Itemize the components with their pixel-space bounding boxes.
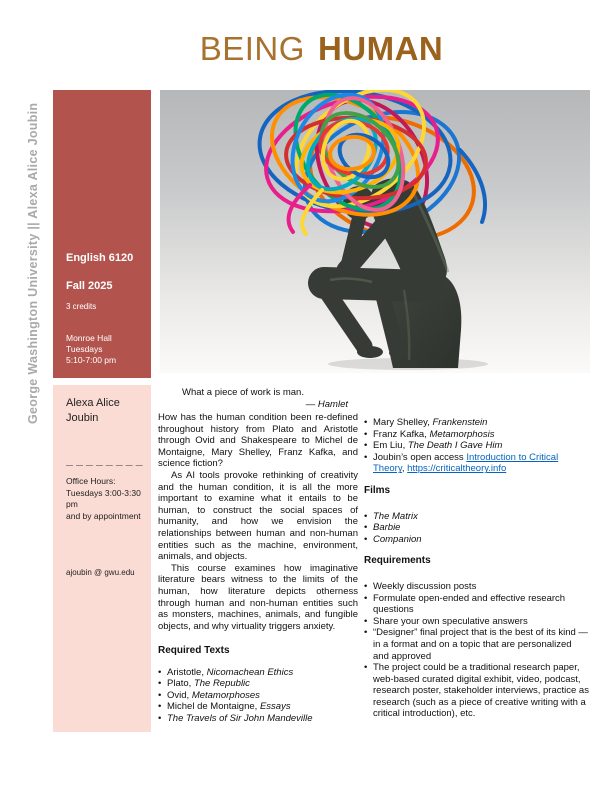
course-location [66, 333, 143, 366]
list-item: • Michel de Montaigne, Essays [158, 701, 358, 712]
title-word-human: HUMAN [317, 30, 444, 67]
list-item: • The Travels of Sir John Mandeville [158, 713, 358, 724]
instructor-email: ajoubin @ gwu.edu [66, 568, 135, 577]
intro-paragraph-3: This course examines how imaginative literature bears witness to the limits of the human, how literature depicts otherness through human and non-human entities such as monsters, machines, animals, and fungible objects, and why virtuality triggers anxiety. [158, 562, 358, 632]
title-word-being: BEING [199, 30, 305, 67]
instructor-name: Alexa Alice Joubin [66, 397, 120, 424]
list-item: • Aristotle, Nicomachean Ethics [158, 667, 358, 678]
course-term: Fall 2025 [66, 280, 113, 292]
office-hours: Office Hours: Tuesdays 3:00-3:30 pm and by appointment [66, 476, 141, 521]
epigraph-text: What a piece of work is man. [182, 387, 304, 398]
list-item: • Joubin’s open access Introduction to Critical Theory, https://criticaltheory.info [364, 452, 590, 475]
course-credits: 3 credits [66, 302, 97, 311]
epigraph-attribution: — Hamlet [305, 398, 348, 410]
list-item: • Barbie [364, 522, 590, 534]
films-heading: Films [364, 484, 391, 496]
list-item: • Formulate open-ended and effective research questions [364, 593, 590, 616]
readings-requirements-column [364, 412, 590, 720]
required-texts-heading: Required Texts [158, 645, 230, 657]
course-day: Tuesdays [66, 344, 103, 354]
list-item: • Weekly discussion posts [364, 581, 590, 593]
intro-paragraph-2: As AI tools provoke rethinking of creativity and the human condition, it is all the more important to examine what it entails to be human, to construct the social spaces of humanity, and how we envision the relationships between human and non-human entities such as the machine, environment, animals, and objects. [158, 469, 358, 563]
critical-theory-url-link[interactable]: https://criticaltheory.info [407, 463, 507, 475]
course-time: 5:10-7:00 pm [66, 355, 117, 365]
vertical-banner: George Washington University || Alexa Alice Joubin [26, 102, 40, 424]
divider-dashes: — — — — — — — — [66, 462, 144, 469]
list-item: • Ovid, Metamorphoses [158, 690, 358, 701]
course-hall: Monroe Hall [66, 333, 112, 343]
page-title [53, 30, 590, 68]
thinker-statue-illustration [160, 90, 590, 373]
list-item: • The project could be a traditional research paper, web-based curated digital exhibit, video, podcast, research poster, stakeholder interviews, practice as research (such as a piece of creative writing with a critical introduction), etc. [364, 662, 590, 720]
list-item: • Share your own speculative answers [364, 616, 590, 628]
films-list [364, 511, 590, 546]
course-info-block [53, 90, 151, 378]
list-item: • Companion [364, 534, 590, 546]
required-texts-list [158, 667, 358, 724]
list-item: • The Matrix [364, 511, 590, 523]
more-texts-list [364, 417, 590, 475]
list-item: • “Designer” final project that is the best of its kind — in a format and on a topic that are personalized and approved [364, 627, 590, 662]
requirements-list [364, 581, 590, 720]
list-item: • Franz Kafka, Metamorphosis [364, 429, 590, 441]
epigraph [160, 387, 356, 410]
requirements-heading: Requirements [364, 555, 431, 567]
course-description-column [158, 412, 358, 724]
hero-image [160, 90, 590, 373]
course-number: English 6120 [66, 252, 134, 264]
list-item: • Em Liu, The Death I Gave Him [364, 440, 590, 452]
instructor-block [53, 385, 151, 732]
intro-paragraph-1: How has the human condition been re-defined throughout history from Plato and Aristotle through Ovid and Shakespeare to Michel de Montaigne, Mary Shelley, Franz Kafka, and science fiction? [158, 412, 358, 470]
list-item: • Plato, The Republic [158, 678, 358, 689]
critical-theory-link[interactable]: Introduction to Critical Theory [373, 451, 559, 475]
list-item: • Mary Shelley, Frankenstein [364, 417, 590, 429]
